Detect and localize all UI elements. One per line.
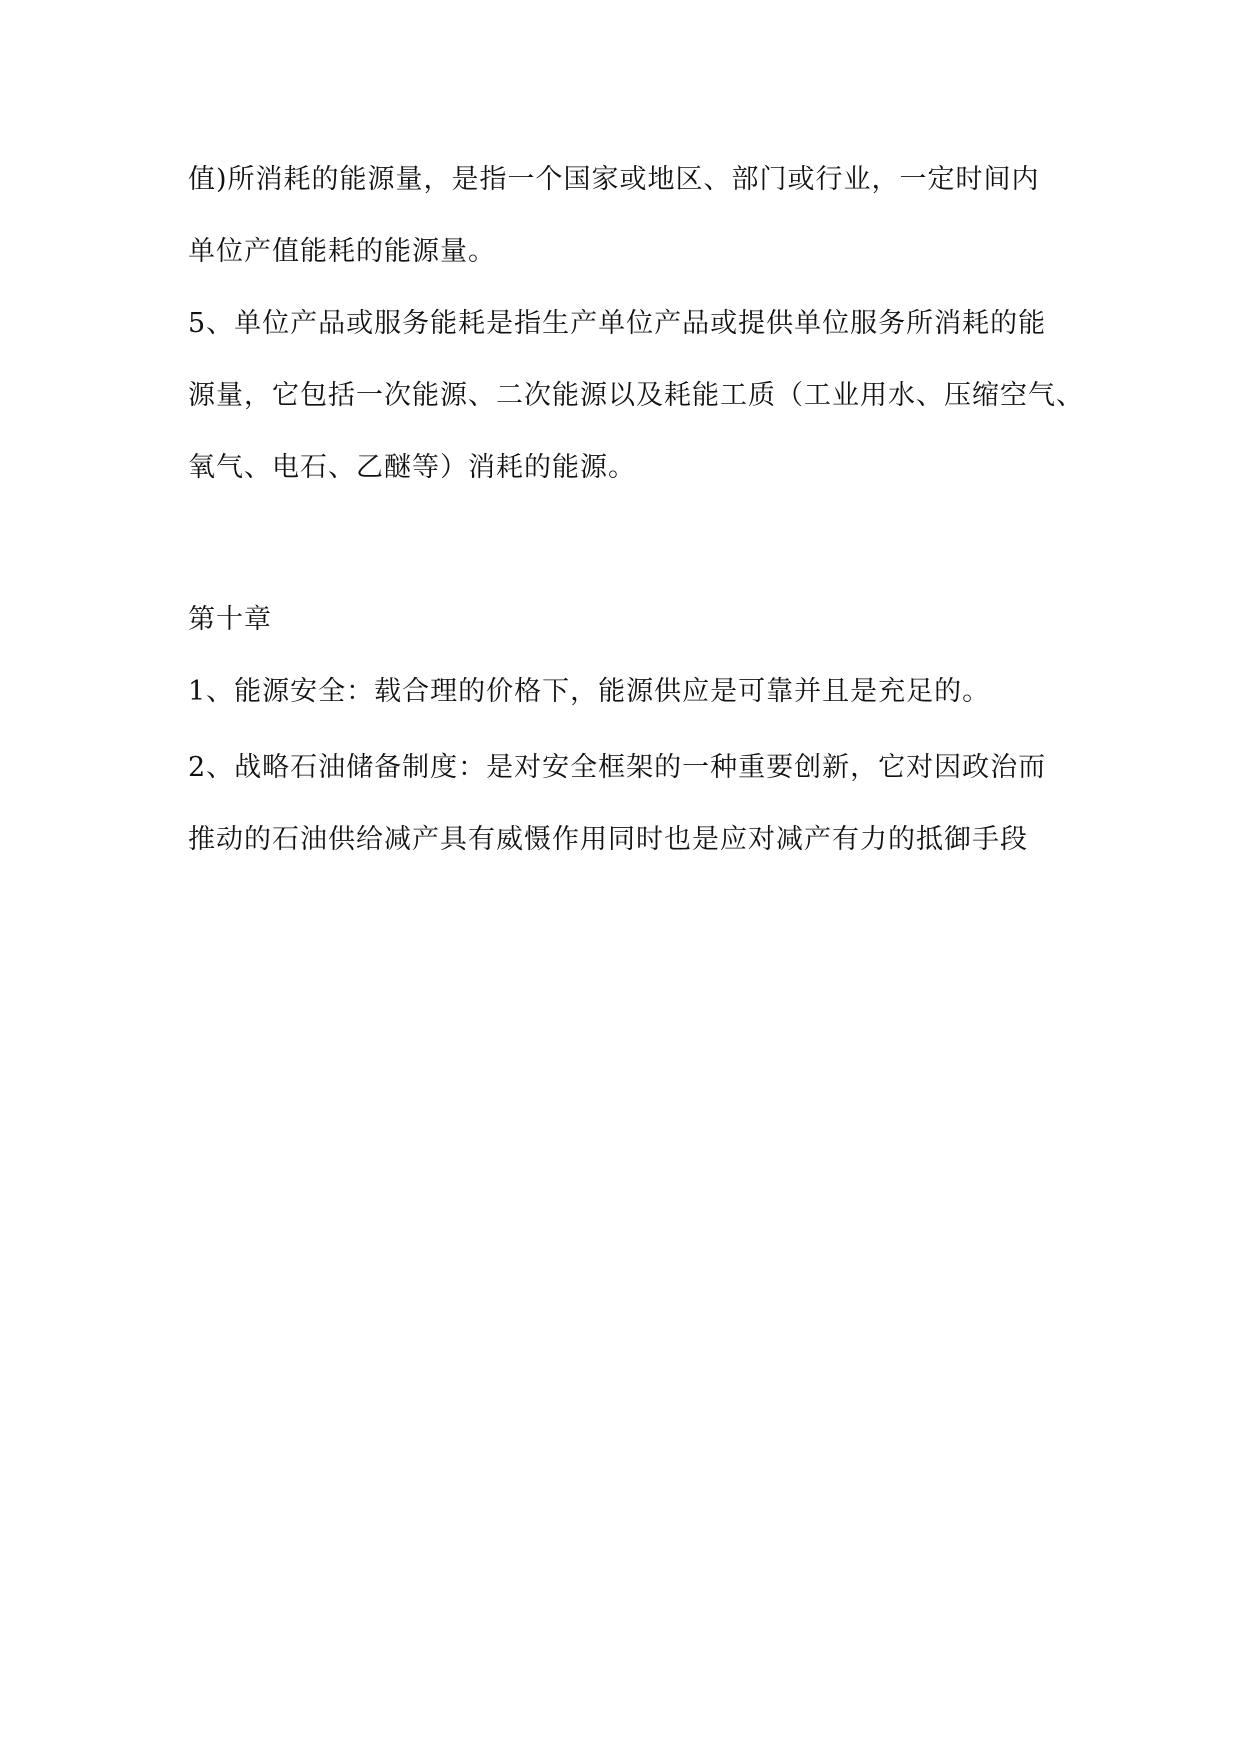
definition-item-2-line: 推动的石油供给减产具有威慑作用同时也是应对减产有力的抵御手段 [188, 824, 1028, 855]
paragraph-line: 氧气、电石、乙醚等）消耗的能源。 [188, 452, 636, 483]
paragraph-line: 值)所消耗的能源量，是指一个国家或地区、部门或行业，一定时间内 [188, 164, 1040, 195]
section-gap [188, 520, 1068, 600]
chapter-title: 第十章 [188, 604, 272, 635]
definition-item-2-line: 2、战略石油储备制度：是对安全框架的一种重要创新，它对因政治而 [188, 752, 1047, 783]
page-content [188, 160, 1084, 892]
paragraph-line: 单位产值能耗的能源量。 [188, 236, 496, 267]
paragraph-line: 5、单位产品或服务能耗是指生产单位产品或提供单位服务所消耗的能 [188, 308, 1047, 339]
definition-item-1: 1、能源安全：载合理的价格下，能源供应是可靠并且是充足的。 [188, 676, 991, 707]
paragraph-line: 源量，它包括一次能源、二次能源以及耗能工质（工业用水、压缩空气、 [188, 380, 1084, 411]
